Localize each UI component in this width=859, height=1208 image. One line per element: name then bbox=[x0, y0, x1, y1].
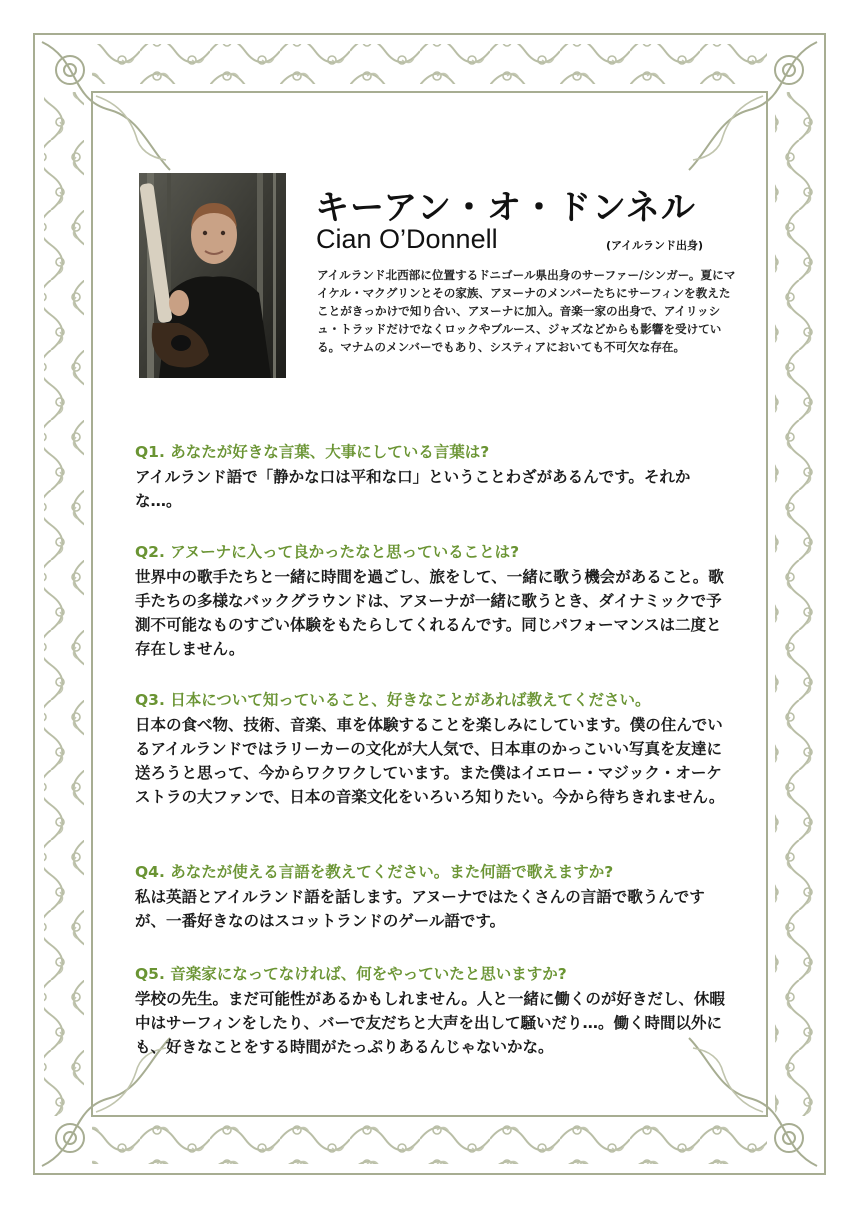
artist-biography: アイルランド北西部に位置するドニゴール県出身のサーファー/シンガー。夏にマイケル・マクグリンとその家族、アヌーナのメンバーたちにサーフィンを教えたことがきっかけで知り合い、アヌーナに加入。音楽一家の出身で、アイリッシュ・トラッドだけでなくロックやブルース、ジャズなどからも影響を受けている。マナムのメンバーでもあり、システィアにおいても不可欠な存在。 bbox=[317, 268, 736, 354]
qa-item bbox=[135, 962, 735, 1059]
answer: 世界中の歌手たちと一緒に時間を過ごし、旅をして、一緒に歌う機会があること。歌手たちの多様なバックグラウンドは、アヌーナが一緒に歌うとき、ダイナミックで予測不可能なものすごい体験をもたらしてくれるんです。同じパフォーマンスは二度と存在しません。 bbox=[135, 568, 724, 658]
answer: 私は英語とアイルランド語を話します。アヌーナではたくさんの言語で歌うんですが、一番好きなのはスコットランドのゲール語です。 bbox=[135, 888, 705, 930]
qa-item bbox=[135, 540, 735, 661]
question: Q3. 日本について知っていること、好きなことがあれば教えてください。 bbox=[135, 691, 651, 709]
question: Q2. アヌーナに入って良かったなと思っていることは? bbox=[135, 543, 520, 561]
artist-name-japanese: キーアン・オ・ドンネル bbox=[315, 188, 696, 228]
portrait-photo bbox=[139, 173, 286, 378]
artist-name-english: Cian O’Donnell bbox=[316, 224, 498, 254]
artist-origin: (アイルランド出身) bbox=[606, 239, 704, 252]
question: Q5. 音楽家になってなければ、何をやっていたと思いますか? bbox=[135, 965, 567, 983]
question: Q1. あなたが好きな言葉、大事にしている言葉は? bbox=[135, 443, 490, 461]
answer: 学校の先生。まだ可能性があるかもしれません。人と一緒に働くのが好きだし、休暇中はサーフィンをしたり、バーで友だちと大声を出して騒いだり…。働く時間以外にも、好きなことをする時間がたっぷりあるんじゃないかな。 bbox=[135, 990, 725, 1056]
answer: 日本の食べ物、技術、音楽、車を体験することを楽しみにしています。僕の住んでいるアイルランドではラリーカーの文化が大人気で、日本車のかっこいい写真を友達に送ろうと思って、今からワクワクしています。また僕はイエロー・マジック・オーケストラの大ファンで、日本の音楽文化をいろいろ知りたい。今から待ちきれません。 bbox=[135, 716, 725, 806]
question: Q4. あなたが使える言語を教えてください。また何語で歌えますか? bbox=[135, 863, 614, 881]
qa-item bbox=[135, 860, 735, 933]
answer: アイルランド語で「静かな口は平和な口」ということわざがあるんです。それかな…。 bbox=[135, 468, 691, 510]
qa-item bbox=[135, 688, 735, 809]
qa-item bbox=[135, 440, 735, 513]
